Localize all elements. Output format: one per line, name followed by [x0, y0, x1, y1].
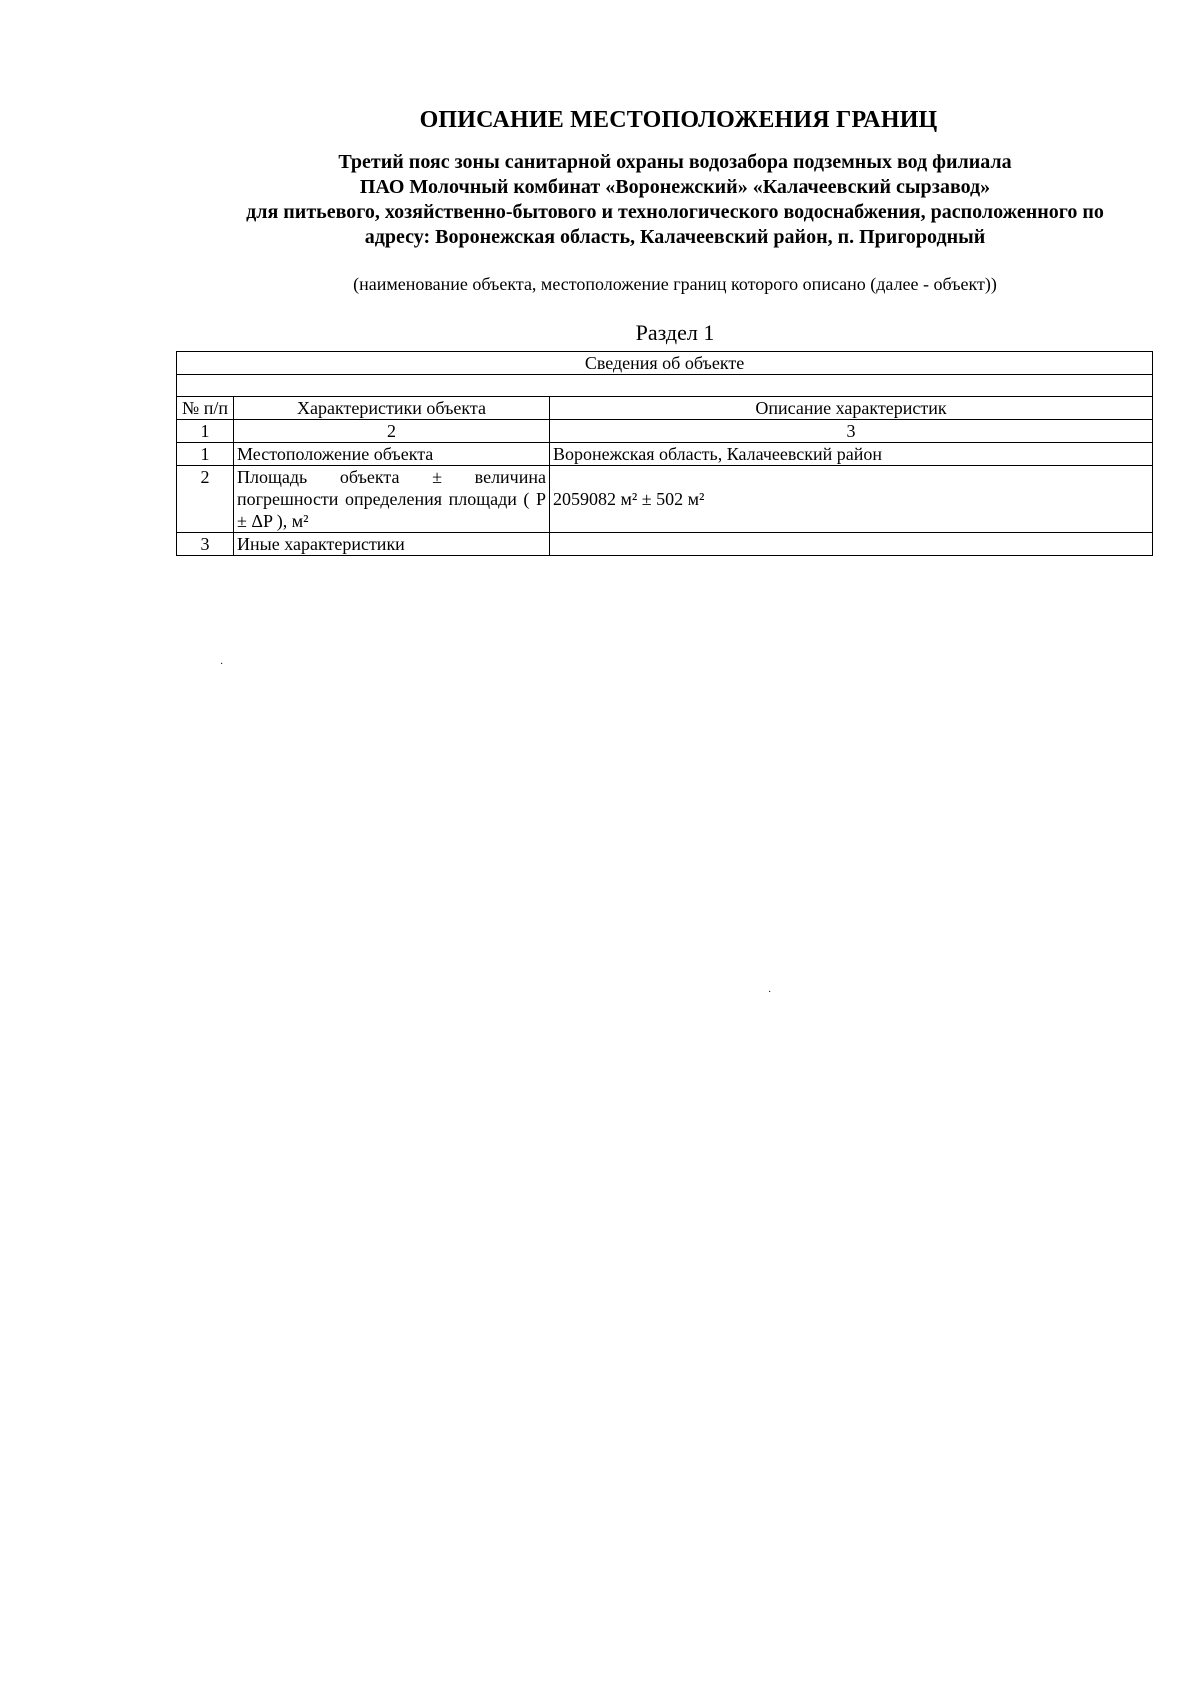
column-header-characteristic: Характеристики объекта — [234, 397, 550, 420]
section-label: Раздел 1 — [635, 320, 715, 345]
table-row — [177, 533, 1153, 556]
column-number-2: 2 — [234, 420, 550, 443]
object-name-line-3: для питьевого, хозяйственно-бытового и технологического водоснабжения, расположенного по — [246, 201, 1104, 223]
object-info-table — [176, 351, 1153, 556]
object-name-line-1: Третий пояс зоны санитарной охраны водозабора подземных вод филиала — [338, 151, 1012, 173]
table-blank-row — [177, 375, 1153, 397]
column-header-description: Описание характеристик — [550, 397, 1153, 420]
table-blank-cell — [177, 375, 1153, 397]
column-headers-row — [177, 397, 1153, 420]
document-title: ОПИСАНИЕ МЕСТОПОЛОЖЕНИЯ ГРАНИЦ — [419, 107, 938, 133]
scan-speck: · — [768, 987, 772, 998]
object-name-block — [170, 150, 1180, 250]
table-row — [177, 466, 1153, 533]
row-num: 2 — [177, 466, 234, 533]
column-number-3: 3 — [550, 420, 1153, 443]
row-characteristic: Местоположение объекта — [234, 443, 550, 466]
column-header-num: № п/п — [177, 397, 234, 420]
row-characteristic: Иные характеристики — [234, 533, 550, 556]
table-row — [177, 443, 1153, 466]
row-description — [550, 533, 1153, 556]
object-name-caption: (наименование объекта, местоположение границ которого описано (далее - объект)) — [353, 274, 997, 294]
row-characteristic: Площадь объекта ± величина погрешности определения площади ( P ± ΔP ), м² — [234, 466, 550, 533]
row-description: Воронежская область, Калачеевский район — [550, 443, 1153, 466]
table-header-row — [177, 352, 1153, 375]
row-num: 1 — [177, 443, 234, 466]
row-description: 2059082 м² ± 502 м² — [550, 466, 1153, 533]
column-number-1: 1 — [177, 420, 234, 443]
object-name-line-2: ПАО Молочный комбинат «Воронежский» «Калачеевский сырзавод» — [359, 176, 991, 198]
column-numbers-row — [177, 420, 1153, 443]
row-num: 3 — [177, 533, 234, 556]
scan-speck: · — [220, 659, 224, 670]
table-header: Сведения об объекте — [177, 352, 1153, 375]
object-name-line-4: адресу: Воронежская область, Калачеевский район, п. Пригородный — [364, 226, 986, 248]
